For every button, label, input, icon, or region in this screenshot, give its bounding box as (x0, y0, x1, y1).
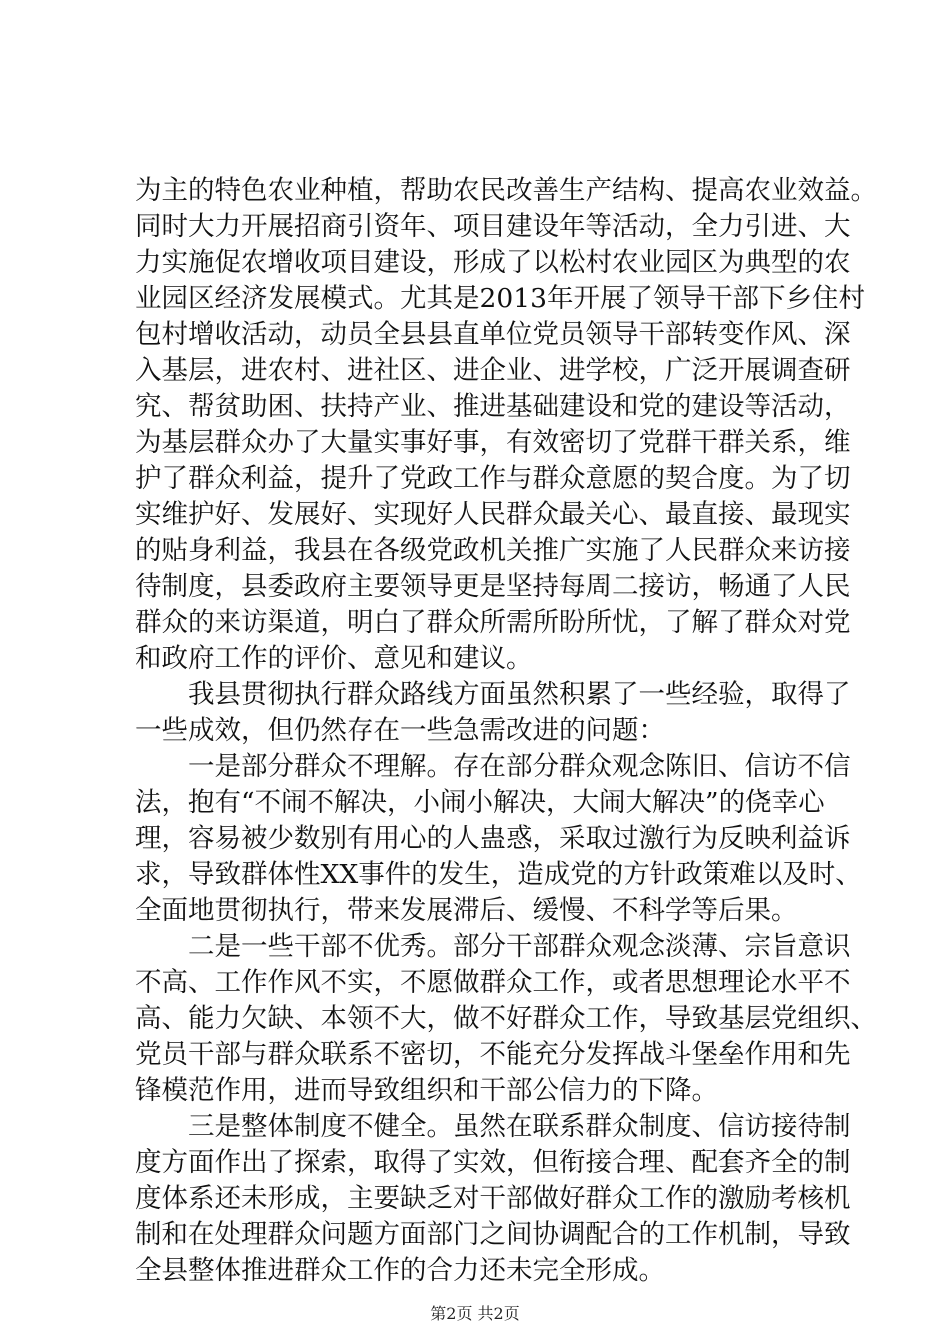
text-line: 力实施促农增收项目建设，形成了以松村农业园区为典型的农 (135, 247, 851, 278)
text-line: 不高、工作作风不实，不愿做群众工作，或者思想理论水平不 (135, 967, 851, 998)
text-line: 一是部分群众不理解。存在部分群众观念陈旧、信访不信 (135, 751, 851, 782)
text-line: 一些成效，但仍然存在一些急需改进的问题： (135, 715, 665, 746)
text-line: 高、能力欠缺、本领不大，做不好群众工作，导致基层党组织、 (135, 1003, 877, 1034)
text-line: 制和在处理群众问题方面部门之间协调配合的工作机制，导致 (135, 1219, 851, 1250)
text-line: 的贴身利益，我县在各级党政机关推广实施了人民群众来访接 (135, 535, 851, 566)
text-line: 业园区经济发展模式。尤其是2013年开展了领导干部下乡住村 (135, 283, 865, 314)
text-line: 三是整体制度不健全。虽然在联系群众制度、信访接待制 (135, 1111, 851, 1142)
text-line: 待制度，县委政府主要领导更是坚持每周二接访，畅通了人民 (135, 571, 851, 602)
text-line: 究、帮贫助困、扶持产业、推进基础建设和党的建设等活动， (135, 391, 851, 422)
text-line: 度体系还未形成，主要缺乏对干部做好群众工作的激励考核机 (135, 1183, 851, 1214)
text-line: 我县贯彻执行群众路线方面虽然积累了一些经验，取得了 (135, 679, 851, 710)
text-line: 护了群众利益，提升了党政工作与群众意愿的契合度。为了切 (135, 463, 851, 494)
page-number-footer: 第2页 共2页 (430, 1304, 520, 1323)
text-line: 入基层，进农村、进社区、进企业、进学校，广泛开展调查研 (135, 355, 851, 386)
text-line: 为基层群众办了大量实事好事，有效密切了党群干群关系，维 (135, 427, 851, 458)
text-line: 党员干部与群众联系不密切，不能充分发挥战斗堡垒作用和先 (135, 1039, 851, 1070)
text-line: 包村增收活动，动员全县县直单位党员领导干部转变作风、深 (135, 319, 851, 350)
text-line: 法，抱有“不闹不解决，小闹小解决，大闹大解决”的侥幸心 (135, 787, 825, 818)
text-line: 求，导致群体性XX事件的发生，造成党的方针政策难以及时、 (135, 859, 862, 890)
text-line: 同时大力开展招商引资年、项目建设年等活动，全力引进、大 (135, 211, 851, 242)
text-line: 全县整体推进群众工作的合力还未完全形成。 (135, 1255, 665, 1286)
text-line: 二是一些干部不优秀。部分干部群众观念淡薄、宗旨意识 (135, 931, 851, 962)
text-line: 为主的特色农业种植，帮助农民改善生产结构、提高农业效益。 (135, 175, 877, 206)
text-line: 理，容易被少数别有用心的人蛊惑，采取过激行为反映利益诉 (135, 823, 851, 854)
text-line: 实维护好、发展好、实现好人民群众最关心、最直接、最现实 (135, 499, 851, 530)
text-line: 锋模范作用，进而导致组织和干部公信力的下降。 (135, 1075, 718, 1106)
text-line: 全面地贯彻执行，带来发展滞后、缓慢、不科学等后果。 (135, 895, 798, 926)
text-line: 和政府工作的评价、意见和建议。 (135, 643, 533, 674)
text-line: 度方面作出了探索，取得了实效，但衔接合理、配套齐全的制 (135, 1147, 851, 1178)
text-line: 群众的来访渠道，明白了群众所需所盼所忧，了解了群众对党 (135, 607, 851, 638)
